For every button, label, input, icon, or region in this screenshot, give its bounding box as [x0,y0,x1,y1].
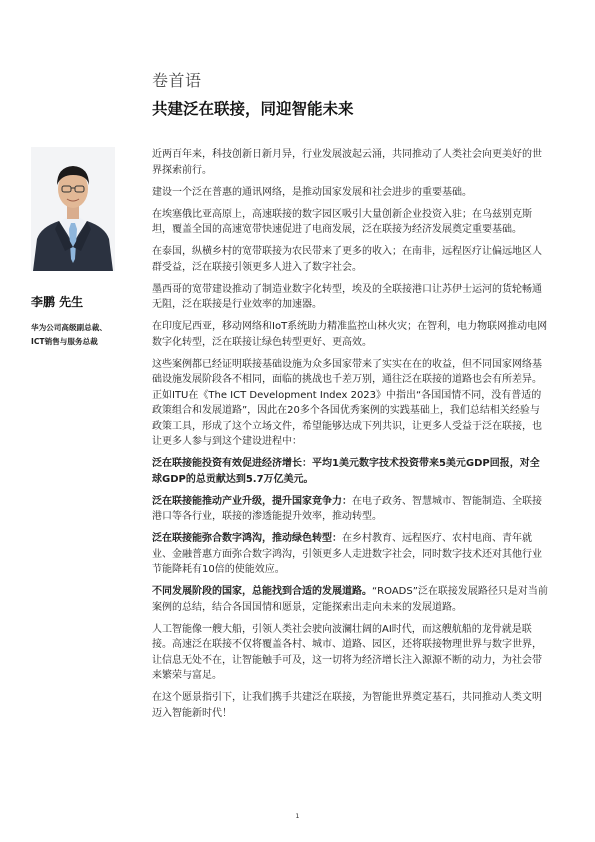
body-paragraph: 近两百年来，科技创新日新月异，行业发展波起云涌，共同推动了人类社会向更美好的世界探索前行。 [152,149,542,176]
body-paragraph: 在印度尼西亚，移动网络和IoT系统助力精准监控山林火灾；在智利，电力物联网推动电网数字化转型，泛在联接让绿色转型更好、更高效。 [152,321,548,348]
consensus-point [152,494,549,525]
consensus-text: 在乡村教育、远程医疗、农村电商、青年就业、金融普惠方面弥合数字鸿沟，引领更多人走进数字社会，同时数字技术还对其他行业节能降耗有10倍的使能效应。 [152,533,542,575]
author-title-line: 华为公司高级副总裁、 [31,323,107,332]
consensus-lead: 泛在联接能弥合数字鸿沟，推动绿色转型： [152,533,342,544]
closing-paragraph: 在这个愿景指引下，让我们携手共建泛在联接，为智能世界奠定基石，共同推动人类文明迈入智能新时代！ [152,692,542,719]
section-label: 卷首语 [152,71,202,90]
consensus-point [152,584,549,615]
body-paragraph: 在泰国，纵横乡村的宽带联接为农民带来了更多的收入；在南非，远程医疗让偏远地区人群受益，泛在联接引领更多人进入了数字社会。 [152,246,542,273]
consensus-text: 在电子政务、智慧城市、智能制造、全联接港口等各行业，联接的渗透能提升效率，推动转型。 [152,495,542,522]
consensus-lead: 不同发展阶段的国家，总能找到合适的发展道路。 [152,586,372,597]
consensus-point [152,456,549,487]
article-body [152,147,549,728]
author-photo [31,147,115,271]
page-number: 1 [295,812,300,820]
body-paragraph: 墨西哥的宽带建设推动了制造业数字化转型，埃及的全联接港口让苏伊士运河的货轮畅通无阻，泛在联接是行业效率的加速器。 [152,283,542,310]
consensus-point [152,531,549,578]
consensus-lead: 泛在联接能推动产业升级，提升国家竞争力： [152,495,352,507]
body-paragraph: 这些案例都已经证明联接基础设施为众多国家带来了实实在在的收益，但不同国家网络基础设施发展阶段各不相同，面临的挑战也千差万别，通往泛在联接的道路也会有所差异。正如ITU在《The ICT Development Index 2023》中指出“各国国情不同，没有普适的政策组合和发展道路”，因此在20多个各国优秀案例的实践基础上，我们总结相关经验与政策工具，形成了这个立场文件，希望能够达成下列共识，让更多人受益于泛在联接，也让更多人参与到这个建设进程中： [152,358,542,447]
consensus-lead: 泛在联接能投资有效促进经济增长：平均1美元数字技术投资带来5美元GDP回报，对全球GDP的总贡献达到5.7万亿美元。 [152,458,540,485]
author-title-line: ICT销售与服务总裁 [31,337,98,346]
author-title [31,321,136,349]
author-name: 李鹏 先生 [31,295,84,309]
body-paragraph: 建设一个泛在普惠的通讯网络，是推动国家发展和社会进步的重要基础。 [152,186,472,198]
body-paragraph: 在埃塞俄比亚高原上，高速联接的数字园区吸引大量创新企业投资入驻；在乌兹别克斯坦，覆盖全国的高速宽带快速促进了电商发展，泛在联接为经济发展奠定重要基础。 [152,208,532,235]
consensus-text: “ROADS”泛在联接发展路径只是对当前案例的总结，结合各国国情和愿景，定能探索出走向未来的发展道路。 [152,586,548,613]
page-title: 共建泛在联接，同迎智能未来 [152,100,354,118]
closing-paragraph: 人工智能像一艘大船，引领人类社会驶向波澜壮阔的AI时代，而这艘航船的龙骨就是联接。高速泛在联接不仅将覆盖各村、城市、道路、园区，还将联接物理世界与数字世界，让信息无处不在，让智能触手可及，这一切将为经济增长注入源源不断的动力，为社会带来繁荣与富足。 [152,623,542,681]
